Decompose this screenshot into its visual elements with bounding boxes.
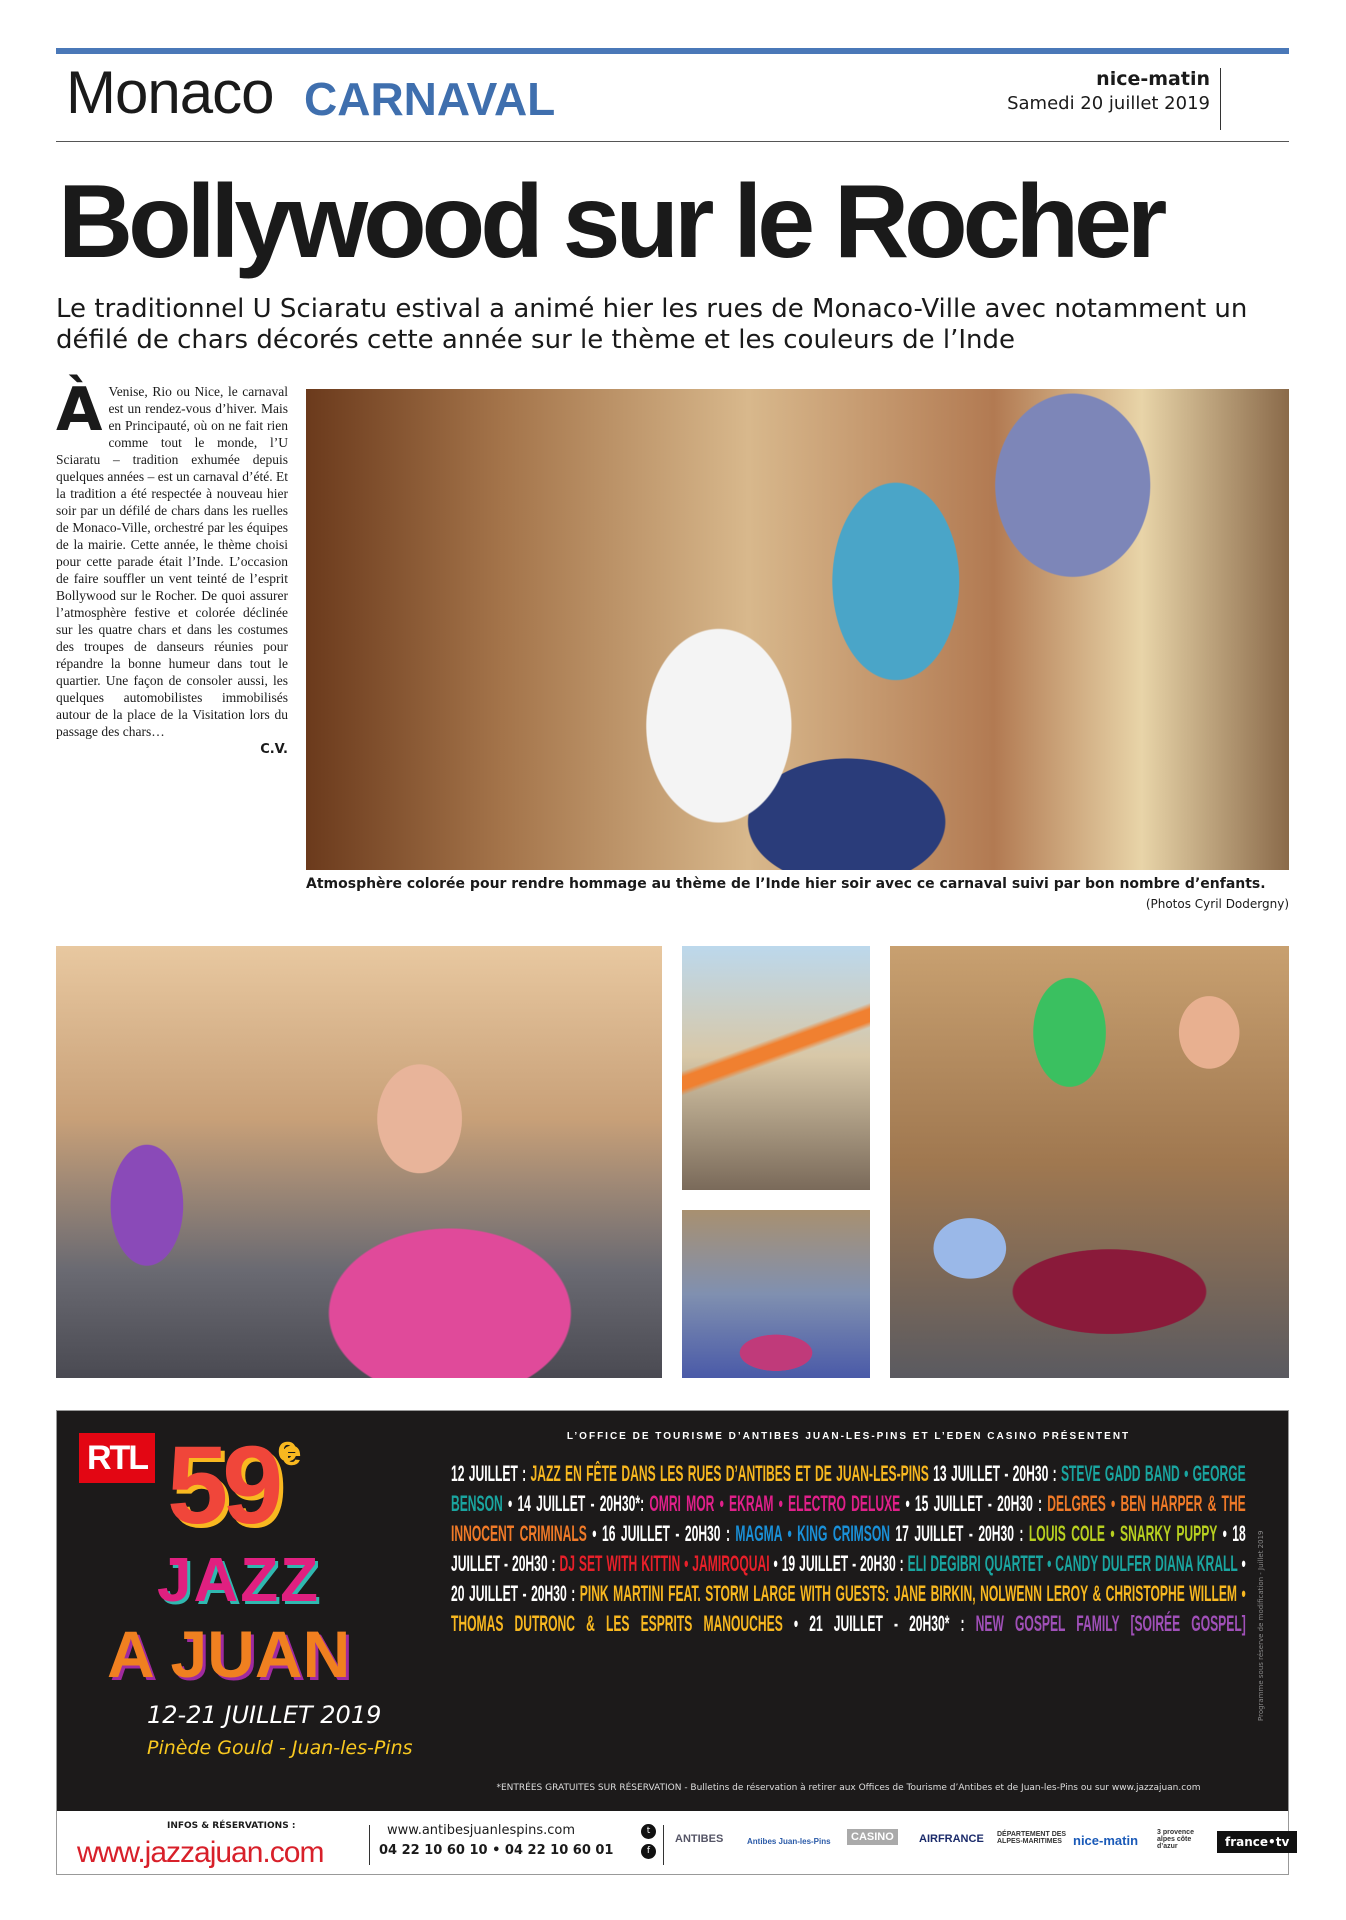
program-segment: OMRI MOR • EKRAM • ELECTRO DELUXE <box>649 1491 901 1516</box>
program-segment: • 20 JUILLET - 20H30 : <box>451 1551 1246 1606</box>
rtl-logo: RTL <box>79 1433 155 1483</box>
edition-number: 59 <box>167 1424 278 1547</box>
program-segment: DELGRES • BEN HARPER & THE INNOCENT CRIMINALS <box>451 1491 1246 1546</box>
program-segment: 17 JUILLET - 20H30 : <box>895 1521 1029 1546</box>
top-rule <box>56 48 1289 54</box>
partner-logo-casino: CASINO <box>847 1829 898 1845</box>
partner-logo-antibes: ANTIBES <box>675 1833 724 1845</box>
program-segment: • 15 JUILLET - 20H30 : <box>900 1491 1048 1516</box>
program-segment: MAGMA • KING CRIMSON <box>735 1521 896 1546</box>
program-segment: NEW GOSPEL FAMILY [SOIRÉE GOSPEL] <box>975 1611 1246 1636</box>
facebook-icon[interactable]: f <box>641 1844 656 1859</box>
festival-program <box>451 1459 1246 1639</box>
infos-label: INFOS & RÉSERVATIONS : <box>167 1821 296 1831</box>
partner-logo-nice-matin: nice-matin <box>1073 1833 1139 1848</box>
photo-credit: (Photos Cyril Dodergny) <box>1145 897 1289 911</box>
ad-panel <box>57 1411 1288 1811</box>
program-segment: JAZZ EN FÊTE DANS LES RUES D’ANTIBES ET DE JUAN-LES-PINS <box>530 1461 934 1486</box>
signature: C.V. <box>260 742 288 757</box>
phone-numbers: 04 22 10 60 10 • 04 22 10 60 01 <box>379 1843 614 1858</box>
partner-logo-france3: 3 provence alpes côte d’azur <box>1157 1829 1194 1850</box>
festival-venue: Pinède Gould - Juan-les-Pins <box>147 1737 413 1759</box>
drop-cap: À <box>56 375 103 445</box>
divider <box>56 141 1289 142</box>
festival-logo-jazz: JAZZ <box>157 1546 320 1615</box>
program-segment: • 16 JUILLET - 20H30 : <box>586 1521 736 1546</box>
standfirst: Le traditionnel U Sciaratu estival a animé hier les rues de Monaco-Ville avec notamment un défilé de chars décorés cette année sur le thème et les couleurs de l’Inde <box>56 294 1248 355</box>
photo-dancer <box>56 946 662 1378</box>
program-segment: STEVE GADD BAND • GEORGE BENSON <box>451 1461 1246 1516</box>
program-segment: 13 JUILLET - 20H30 : <box>933 1461 1061 1486</box>
program-segment: • 14 JUILLET - 20H30*: <box>502 1491 650 1516</box>
partner-logo-airfrance: AIRFRANCE <box>919 1833 984 1845</box>
festival-logo-edition <box>167 1424 292 1547</box>
divider <box>369 1825 370 1865</box>
program-segment: • 19 JUILLET - 20H30 : <box>769 1551 908 1576</box>
headline: Bollywood sur le Rocher <box>58 164 1163 280</box>
divider <box>1220 68 1221 130</box>
divider <box>663 1825 664 1865</box>
photo-genie-float <box>890 946 1289 1378</box>
festival-logo-juan: A JUAN <box>107 1617 351 1691</box>
program-segment: LOUIS COLE • SNARKY PUPPY <box>1028 1521 1218 1546</box>
ad-footer <box>57 1811 1288 1876</box>
photo-children-float <box>306 389 1289 870</box>
edition-suffix: e <box>277 1428 292 1469</box>
vertical-notice: Programme sous réserve de modification - Juillet 2019 <box>1257 1530 1265 1721</box>
program-segment: DJ SET WITH KITTIN • JAMIROQUAI <box>559 1551 770 1576</box>
program-segment: • 18 JUILLET - 20H30 : <box>451 1521 1246 1576</box>
photo-kids-on-float <box>682 1210 870 1378</box>
issue-date: Samedi 20 juillet 2019 <box>1007 93 1210 114</box>
jazz-a-juan-advertisement <box>56 1410 1289 1875</box>
program-segment: PINK MARTINI FEAT. STORM LARGE WITH GUESTS: JANE BIRKIN, NOLWENN LEROY & CHRISTOPHE WILLEM • THOMAS DUTRONC & LES ESPRITS MANOUCHES <box>451 1581 1246 1636</box>
newspaper-brand: nice-matin <box>1096 68 1210 90</box>
partner-logo-tourism: Antibes Juan-les-Pins <box>747 1837 831 1846</box>
photo-caption: Atmosphère colorée pour rendre hommage au thème de l’Inde hier soir avec ce carnaval suivi par bon nombre d’enfants. <box>306 876 1266 892</box>
body-text: Venise, Rio ou Nice, le carnaval est un rendez-vous d’hiver. Mais en Principauté, où on ne fait rien comme tout le monde, l’U Sciaratu – tradition exhumée depuis quelques années – est un carnaval d’été. Et la tradition a été respectée à nouveau hier soir par un défilé de chars dans les ruelles de Monaco-Ville, orchestré par les équipes de la mairie. Cette année, le thème choisi pour cette parade était l’Inde. L’occasion de faire souffler un vent teinté de l’esprit Bollywood sur le Rocher. De quoi assurer l’atmosphère festive et colorée déclinée sur les quatre chars et dans les costumes des troupes de danseurs réunies pour répandre la bonne humeur dans tout le quartier. Une façon de consoler aussi, les quelques automobilistes immobilisés autour de la place de la Visitation lors du passage des chars… <box>56 384 288 739</box>
festival-dates: 12-21 JUILLET 2019 <box>147 1701 382 1729</box>
section-title: Monaco <box>66 59 274 126</box>
presenters-line: L’OFFICE DE TOURISME D’ANTIBES JUAN-LES-PINS ET L’EDEN CASINO PRÉSENTENT <box>566 1431 1131 1442</box>
program-segment: ELI DEGIBRI QUARTET • CANDY DULFER DIANA KRALL <box>907 1551 1238 1576</box>
program-segment: • 21 JUILLET - 20H30* : <box>782 1611 976 1636</box>
program-segment: 12 JUILLET : <box>451 1461 531 1486</box>
partner-logo-francetv: france•tv <box>1217 1831 1297 1853</box>
tourism-website-link[interactable]: www.antibesjuanlespins.com <box>387 1823 575 1838</box>
article-body <box>56 375 288 758</box>
festival-website-link[interactable]: www.jazzajuan.com <box>77 1836 324 1869</box>
photo-ribbon-dancer <box>682 946 870 1190</box>
reservation-note: *ENTRÉES GRATUITES SUR RÉSERVATION - Bulletins de réservation à retirer aux Offices de Tourisme d’Antibes et de Juan-les-Pins ou sur www.jazzajuan.com <box>496 1783 1201 1793</box>
twitter-icon[interactable]: t <box>641 1824 656 1839</box>
rubric-title: CARNAVAL <box>304 73 556 125</box>
partner-logo-departement: DÉPARTEMENT DES ALPES-MARITIMES <box>997 1831 1067 1845</box>
